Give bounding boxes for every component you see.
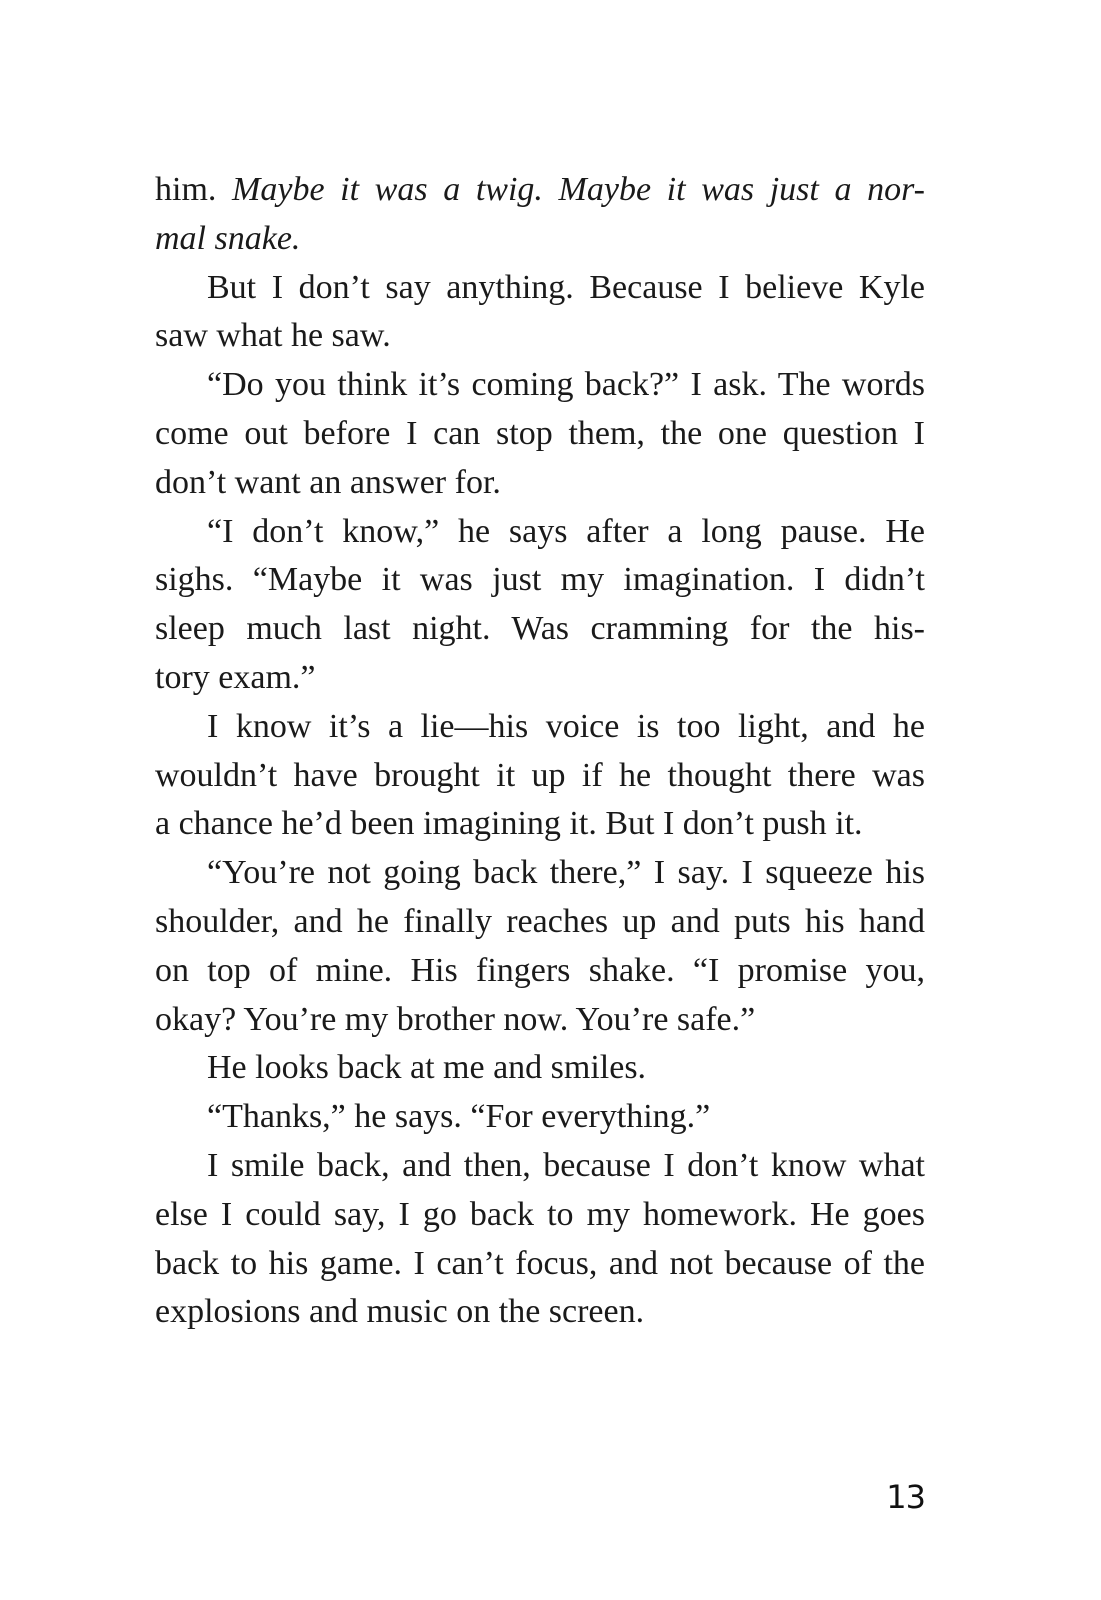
paragraph-first-line: I know it’s a lie—his voice is too light, and he [207, 707, 925, 745]
body-text [155, 166, 925, 1337]
text-line: shoulder, and he finally reaches up and puts his hand [155, 902, 925, 940]
text-line [155, 166, 925, 215]
text-line: wouldn’t have brought it up if he thought there was [155, 756, 925, 794]
text-line: on top of mine. His fingers shake. “I promise you, [155, 951, 925, 989]
text-line: don’t want an answer for. [155, 463, 501, 501]
line-italic-part: mal snake. [155, 219, 301, 257]
text-line [155, 215, 925, 264]
text-line: else I could say, I go back to my homework. He goes [155, 1195, 925, 1233]
text-line: back to his game. I can’t focus, and not because of the [155, 1244, 925, 1282]
text-line: a chance he’d been imagining it. But I don’t push it. [155, 805, 863, 843]
paragraph-first-line: He looks back at me and smiles. [207, 1049, 647, 1087]
paragraph-first-line: “You’re not going back there,” I say. I squeeze his [207, 854, 925, 892]
page-number: 13 [886, 1478, 925, 1516]
line-italic-part: Maybe it was a twig. Maybe it was just a nor- [232, 171, 925, 208]
text-line: okay? You’re my brother now. You’re safe.” [155, 1000, 756, 1038]
text-line: sighs. “Maybe it was just my imagination. I didn’t [155, 561, 925, 599]
line-regular-part: him. [155, 171, 233, 208]
paragraph-first-line: “Do you think it’s coming back?” I ask. The words [207, 366, 925, 404]
paragraph-first-line: But I don’t say anything. Because I believe Kyle [207, 268, 925, 306]
paragraph-first-line: “Thanks,” he says. “For everything.” [207, 1098, 711, 1136]
text-line: sleep much last night. Was cramming for the his- [155, 610, 925, 648]
text-line: tory exam.” [155, 658, 316, 696]
text-line: come out before I can stop them, the one question I [155, 414, 925, 452]
paragraph-first-line: I smile back, and then, because I don’t know what [207, 1146, 925, 1184]
text-line: explosions and music on the screen. [155, 1293, 645, 1331]
text-line: saw what he saw. [155, 317, 391, 355]
paragraph-first-line: “I don’t know,” he says after a long pause. He [207, 512, 925, 550]
